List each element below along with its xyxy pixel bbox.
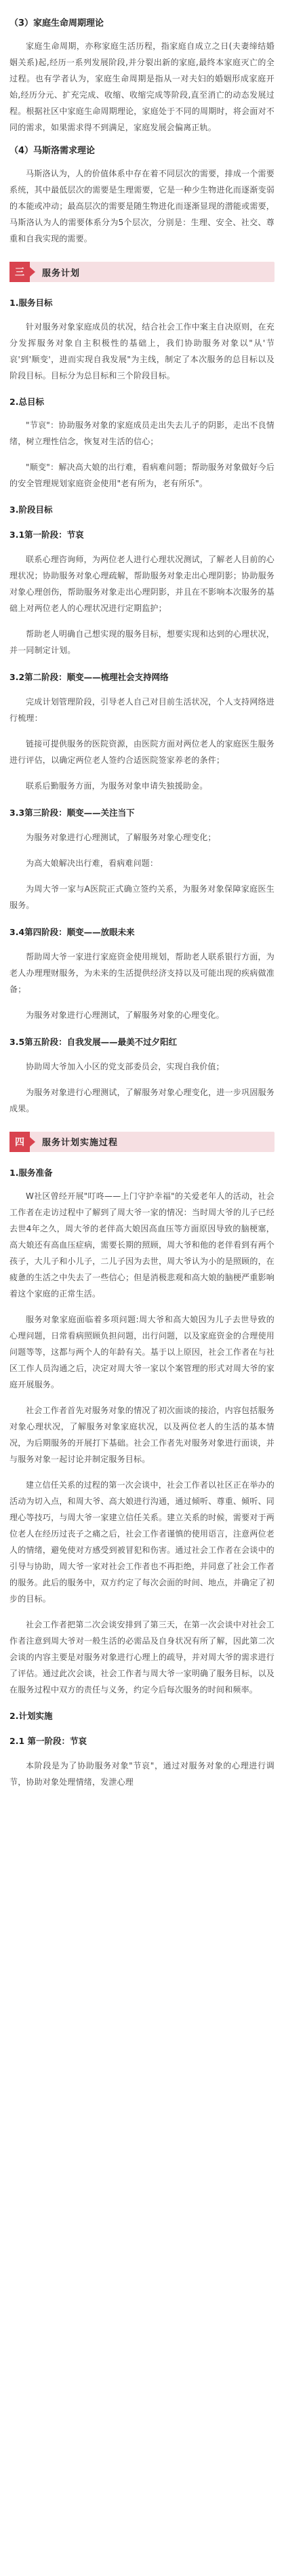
service-prep-paragraph-4: 建立信任关系的过程的第一次会谈中，社会工作者以社区正在举办的活动为切入点，和周大爷、高大娘进行沟通，通过倾听、尊重、倾听、同理心等技巧，与周大爷一家建立信任关系。建立关系的时候，需要对于两位老人在经历过丧子之痛之后，社会工作者谨慎的使用语言，注意两位老人的情绪，避免使对方感受到被冒犯和伤害。通过社会工作者在会谈中的引导与协助，周大爷一家对社会工作者也不再拒绝，并同意了社会工作者的服务。此后的服务中，双方约定了每次会面的时间、地点，并确定了初步的目标。 (9, 1480, 275, 1604)
phase-2-heading: 3.2第二阶段：顺变——梳理社会支持网络 (9, 671, 169, 682)
section-number-badge: 三 (9, 262, 30, 282)
section-number-badge: 四 (9, 1132, 30, 1152)
overall-goal-paragraph-1: "节哀"：协助服务对象的家庭成员走出失去儿子的阴影，走出不良情绪，树立理性信念，恢复对生活的信心； (9, 420, 275, 447)
service-prep-paragraph-3: 社会工作者首先对服务对象的情况了初次面谈的接洽，内容包括服务对象心理状况，了解服务对象家庭状况，以及两位老人的生活的基本情况，为后期服务的开展打下基础。社会工作者先对服务对象进行面谈，并与服务对象一起讨论并制定服务目标。 (9, 1406, 275, 1465)
family-cycle-heading: （3）家庭生命周期理论 (9, 18, 104, 28)
phase-5-paragraph-1: 协助周大爷加入小区的党支部委员会，实现自我价值； (26, 1061, 224, 1071)
section-banner-service-plan (9, 262, 275, 282)
phase-5-heading: 3.5第五阶段：自我发展——最美不过夕阳红 (9, 1036, 178, 1047)
service-prep-paragraph-1: W社区曾经开展"叮咚——上门守护幸福"的关爱老年人的活动，社会工作者在走访过程中了解到了周大爷一家的情况：当时周大爷的儿子已经去世4年之久，周大爷的老伴高大娘因高血压等方面原因导致的脑梗塞，高大娘还有高血压症病，需要长期的照顾，周大爷和他的老伴看到有两个孩子，大儿子和小儿子，二儿子因为去世，周大爷认为小的是照顾的，在疲惫的生活之中失去了一些信心；但是消极悲观和高大娘的脑梗严重影响着这个家庭的正常生活。 (9, 1191, 275, 1299)
phase-2-paragraph-1: 完成计划管理阶段，引导老人自己对目前生活状况，个人支持网络进行梳理： (9, 696, 275, 723)
phase-3-paragraph-2: 为高大娘解决出行难，看病难问题： (26, 858, 159, 868)
impl-phase-1-heading: 2.1 第一阶段：节哀 (9, 1735, 87, 1746)
service-prep-heading: 1.服务准备 (9, 1167, 53, 1178)
overall-goal-heading: 2.总目标 (9, 396, 44, 407)
phase-3-paragraph-3: 为周大爷一家与A医院正式确立签约关系，为服务对象保障家庭医生服务。 (9, 884, 275, 910)
section-title: 服务计划 (42, 268, 81, 279)
phase-4-paragraph-2: 为服务对象进行心理测试，了解服务对象的心理变化。 (26, 1010, 224, 1020)
phase-1-paragraph-2: 帮助老人明确自己想实现的服务目标，想要实现和达到的心理状况，并一同制定计划。 (9, 629, 275, 655)
service-prep-paragraph-2: 服务对象家庭面临着多项问题:周大爷和高大娘因为儿子去世导致的心理问题，日常看病照顾负担问题，出行问题，以及家庭资金的合理使用问题等等，这都与两个人的年龄有关。基于以上原因，社会工作者在与社区工作人员沟通之后，决定对周大爷一家以个案管理的形式对周大爷的家庭开展服务。 (9, 1315, 275, 1390)
phase-4-heading: 3.4第四阶段：顺变——放眼未来 (9, 926, 135, 937)
plan-implementation-heading: 2.计划实施 (9, 1711, 53, 1722)
service-goals-heading: 1.服务目标 (9, 298, 53, 309)
maslow-heading: （4）马斯洛需求理论 (9, 146, 96, 157)
phase-3-heading: 3.3第三阶段：顺变——关注当下 (9, 807, 135, 818)
impl-phase-1-paragraph: 本阶段是为了协助服务对象"节哀"，通过对服务对象的心理进行调节，协助对象处理情绪，发泄心理 (9, 1760, 275, 1787)
family-cycle-paragraph: 家庭生命周期，亦称家庭生活历程，指家庭自成立之日(夫妻缔结婚姻关系)起,经历一系列发展阶段,并分裂出新的家庭,最终本家庭灭亡的全过程。也有学者认为，家庭生命周期是指从一对夫妇的婚姻形成家庭开始,经历分元、扩充完成、收缩、收缩完成等阶段,直至消亡的动态发展过程。根据社区中家庭生命周期理论，家庭处于不同的周期时，将会面对不同的需求，如果需求得不到满足，家庭发展会偏离正轨。 (9, 41, 275, 133)
phase-1-heading: 3.1第一阶段：节哀 (9, 529, 84, 540)
overall-goal-paragraph-2: "顺变"：解决高大娘的出行难，看病难问题；帮助服务对象做好今后的安全管理规划家庭资金使用"老有所为，老有所乐"。 (9, 462, 275, 489)
service-goals-paragraph: 针对服务对象家庭成员的状况，结合社会工作中案主自决原则，在充分发挥服务对象自主积极性的基础上，我们协助服务对象以"从'节哀'到'顺变'，进而实现自我发展"为主线，制定了本次服务的总目标以及阶段目标。目标分为总目标和三个阶段目标。 (9, 321, 275, 380)
phase-3-paragraph-1: 为服务对象进行心理测试，了解服务对象心理变化； (26, 832, 216, 842)
phase-2-paragraph-3: 联系后勤服务方面，为服务对象申请失独援助金。 (26, 780, 208, 791)
section-title: 服务计划实施过程 (42, 1138, 119, 1149)
phase-2-paragraph-2: 链接可提供服务的医院资源，由医院方面对两位老人的家庭医生服务进行评估，以确定两位老人签约合适医院签家养老的条件； (9, 738, 275, 765)
phase-4-paragraph-1: 帮助周大爷一家进行家庭资金使用规划，帮助老人联系银行方面，为老人办理理财服务，为未来的生活提供经济支持以及可能出现的疾病做准备； (9, 951, 275, 994)
stage-goals-heading: 3.阶段目标 (9, 504, 53, 515)
arrow-right-icon (30, 267, 35, 277)
arrow-right-icon (30, 1137, 35, 1147)
section-banner-implementation (9, 1132, 275, 1152)
phase-1-paragraph-1: 联系心理咨询师，为两位老人进行心理状况测试，了解老人目前的心理状况；协助服务对象心理疏解，帮助服务对象走出心理阴影；协助服务对象心理创伤，帮助服务对象走出心理阴影，并且在不影响本次服务的基础上对两位老人的心理状况进行定期监护； (9, 554, 275, 613)
service-prep-paragraph-5: 社会工作者把第二次会谈安排到了第三天，在第一次会谈中对社会工作者注意到周大爷对一般生活的必需品及自身状况有所了解，因此第二次会谈的内容主要是对服务对象进行心理上的疏导，并对周大爷的需求进行了评估。通过此次会谈，社会工作者与周大爷一家明确了服务目标，以及在服务过程中双方的责任与义务，约定今后每次服务的时间和频率。 (9, 1620, 275, 1695)
phase-5-paragraph-2: 为服务对象进行心理测试，了解服务对象心理变化，进一步巩固服务成果。 (9, 1087, 275, 1113)
maslow-paragraph: 马斯洛认为，人的价值体系中存在着不同层次的需要，排成一个需要系统，其中最低层次的需要是生理需要，它是一种少生物进化而逐渐变弱的本能或冲动；最高层次的需要是随生物进化而逐渐显现的潜能或需要，马斯洛认为人的需要体系分为5个层次，分别是：生理、安全、社交、尊重和自我实现的需要。 (9, 169, 275, 244)
